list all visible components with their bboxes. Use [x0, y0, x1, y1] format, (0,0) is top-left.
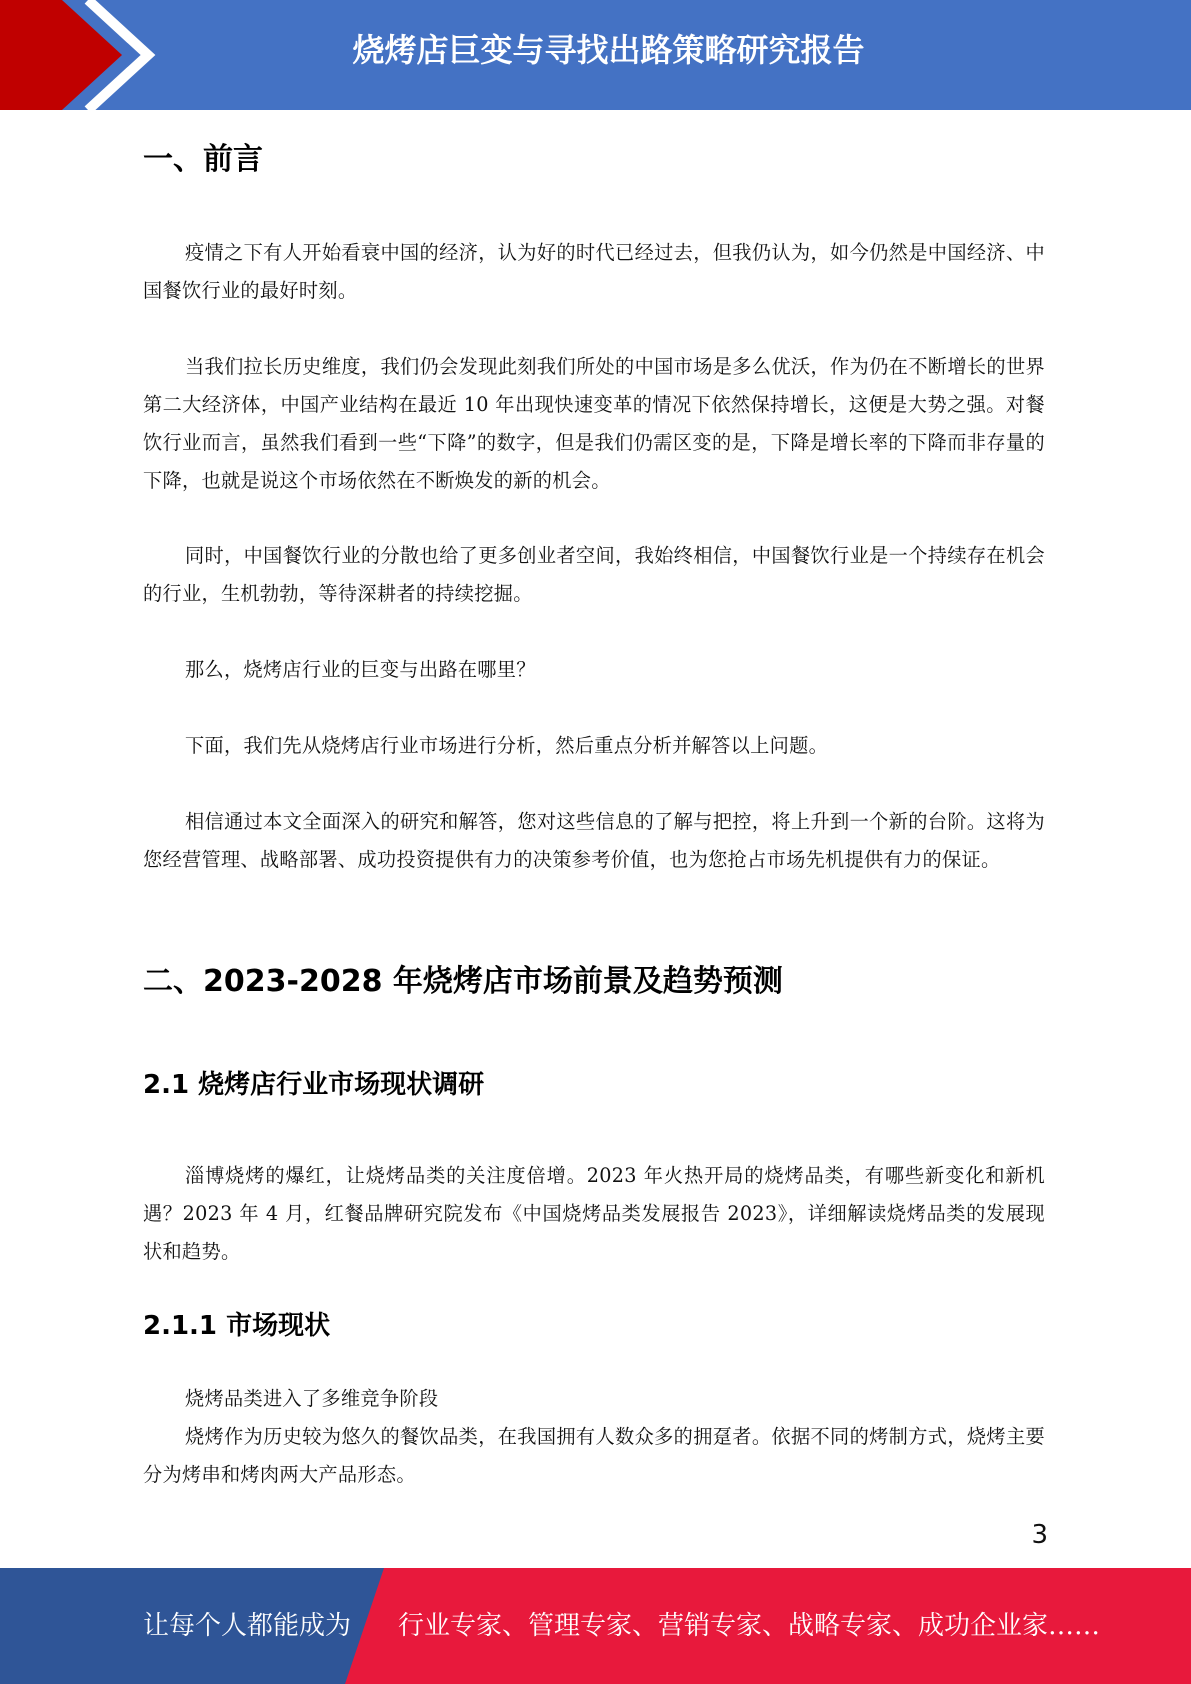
paragraph: 下面，我们先从烧烤店行业市场进行分析，然后重点分析并解答以上问题。 — [185, 734, 829, 757]
paragraph: 那么，烧烤店行业的巨变与出路在哪里？ — [185, 658, 536, 681]
section-heading-forecast: 二、2023-2028 年烧烤店市场前景及趋势预测 — [143, 964, 783, 999]
footer-band — [0, 1568, 1191, 1684]
paragraph: 相信通过本文全面深入的研究和解答，您对这些信息的了解与把控，将上升到一个新的台阶。这将为您经营管理、战略部署、成功投资提供有力的决策参考价值，也为您抢占市场先机提供有力的保证。 — [143, 810, 1045, 871]
paragraph: 疫情之下有人开始看衰中国的经济，认为好的时代已经过去，但我仍认为，如今仍然是中国经济、中国餐饮行业的最好时刻。 — [143, 241, 1045, 302]
section-heading-preface: 一、前言 — [143, 142, 263, 177]
subsection-heading-status: 2.1 烧烤店行业市场现状调研 — [143, 1070, 485, 1100]
paragraph: 烧烤品类进入了多维竞争阶段 — [185, 1387, 439, 1410]
paragraph: 当我们拉长历史维度，我们仍会发现此刻我们所处的中国市场是多么优沃，作为仍在不断增长的世界第二大经济体，中国产业结构在最近 10 年出现快速变革的情况下依然保持增长，这便是大势之强。对餐饮行业而言，虽然我们看到一些“下降”的数字，但是我们仍需区变的是，下降是增长率的下降而非存量的下降，也就是说这个市场依然在不断焕发的新的机会。 — [143, 355, 1045, 492]
footer-slogan-right: 行业专家、管理专家、营销专家、战略专家、成功企业家…… — [398, 1611, 1101, 1641]
paragraph: 同时，中国餐饮行业的分散也给了更多创业者空间，我始终相信，中国餐饮行业是一个持续存在机会的行业，生机勃勃，等待深耕者的持续挖掘。 — [143, 544, 1045, 605]
page-number: 3 — [1031, 1520, 1048, 1550]
subsection-heading-market: 2.1.1 市场现状 — [143, 1311, 331, 1341]
report-title: 烧烤店巨变与寻找出路策略研究报告 — [352, 31, 865, 69]
footer-slogan-left: 让每个人都能成为 — [143, 1611, 352, 1641]
paragraph: 淄博烧烤的爆红，让烧烤品类的关注度倍增。2023 年火热开局的烧烤品类，有哪些新变化和新机遇？2023 年 4 月，红餐品牌研究院发布《中国烧烤品类发展报告 2023》，详细解读烧烤品类的发展现状和趋势。 — [143, 1164, 1045, 1263]
paragraph: 烧烤作为历史较为悠久的餐饮品类，在我国拥有人数众多的拥趸者。依据不同的烤制方式，烧烤主要分为烤串和烤肉两大产品形态。 — [143, 1425, 1045, 1486]
header-band — [0, 0, 1191, 110]
